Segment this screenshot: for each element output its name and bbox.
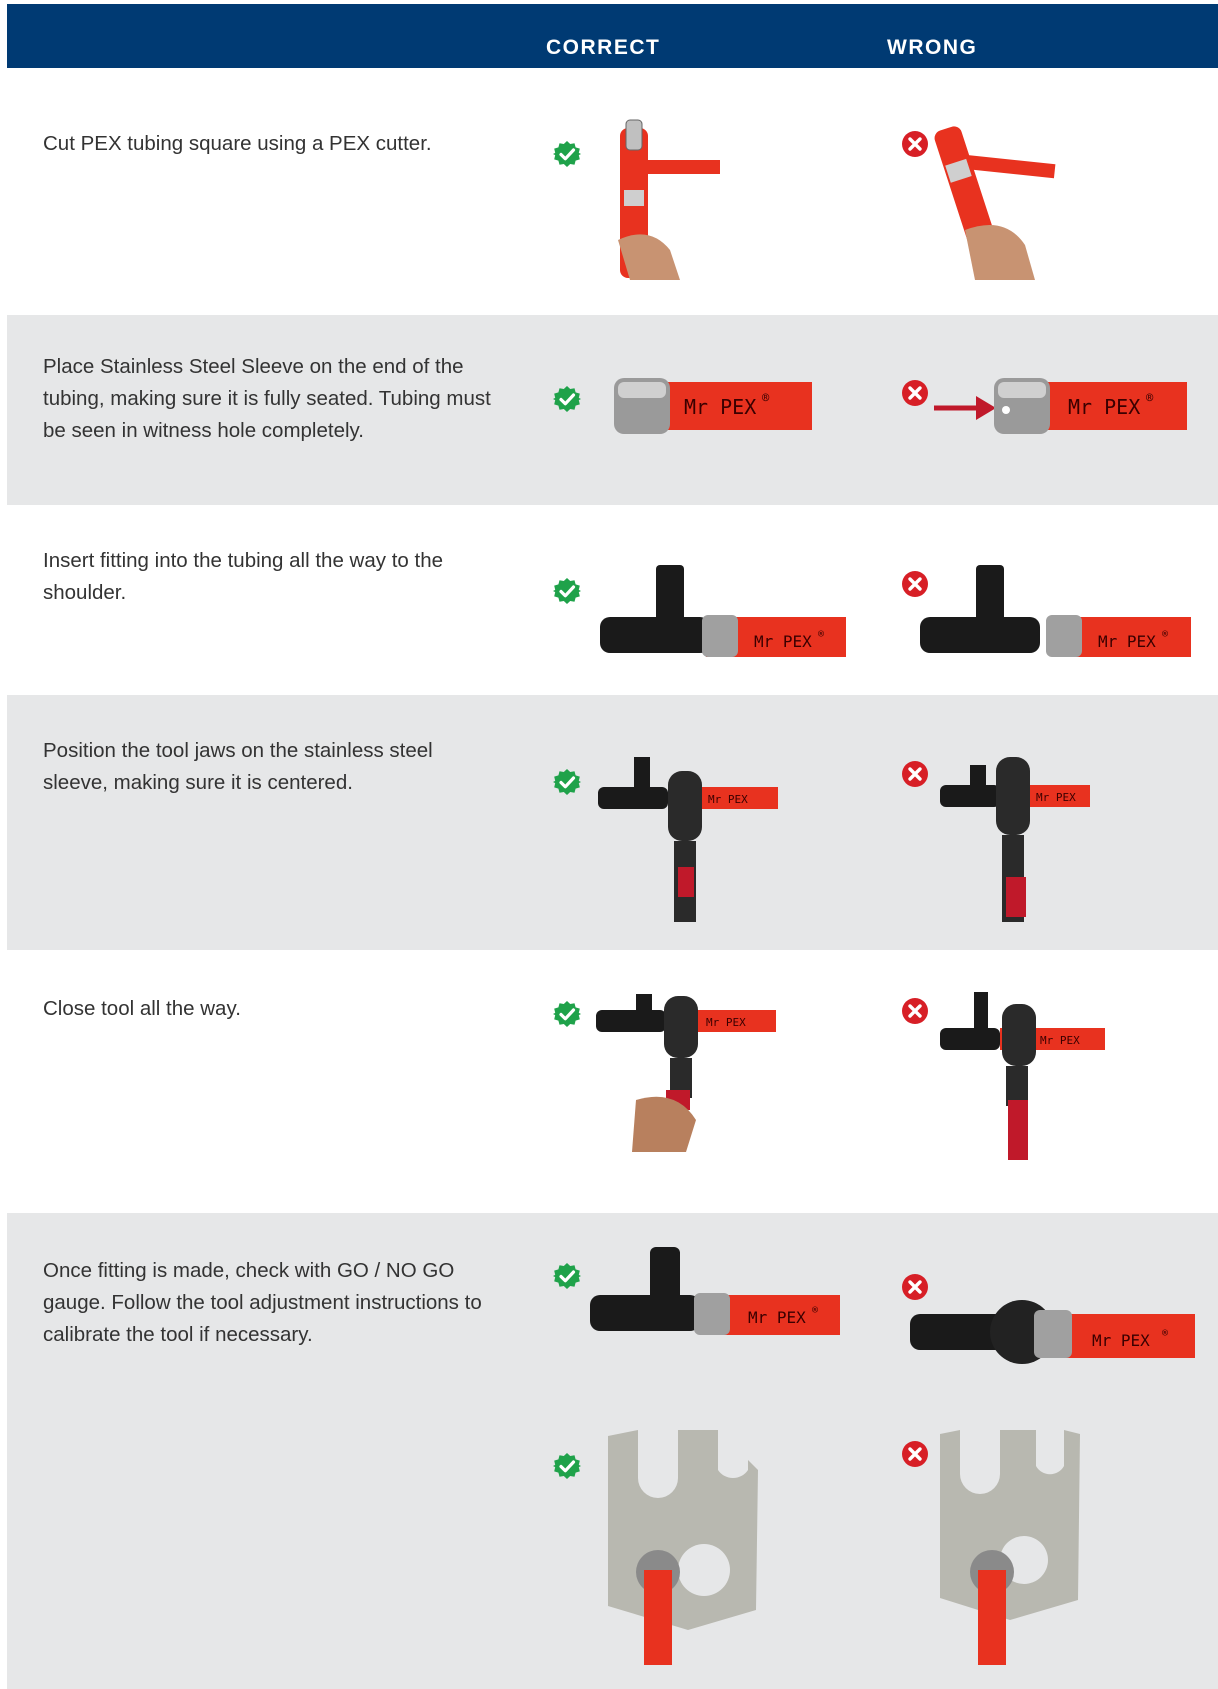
correct-column-header: CORRECT: [546, 36, 661, 59]
correct-check-icon: [553, 1452, 581, 1480]
photo-close-wrong: [940, 990, 1105, 1160]
pipe-marking: Mr PEX: [1092, 1331, 1150, 1350]
wrong-x-icon: [901, 760, 929, 788]
pipe-marking: Mr PEX: [1040, 1034, 1080, 1047]
photo-gauge-check-correct: [608, 1430, 758, 1665]
step-text-close: Close tool all the way.: [43, 997, 241, 1020]
step-text-insert: Insert fitting into the tubing all the way to the shoulder.: [43, 549, 443, 604]
correct-check-icon: [553, 140, 581, 168]
pipe-marking: Mr PEX: [684, 395, 757, 419]
pipe-marking-reg: ®: [1162, 629, 1169, 640]
photo-cutter-correct: [610, 120, 720, 280]
pipe-marking: Mr PEX: [1098, 632, 1156, 651]
photo-close-correct: [596, 990, 776, 1152]
pipe-marking: Mr PEX: [706, 1016, 746, 1029]
pipe-marking: Mr PEX: [1068, 395, 1141, 419]
step-text-gauge: Once fitting is made, check with GO / NO GO gauge. Follow the tool adjustment instructions to calibrate the tool if necessary.: [43, 1259, 482, 1346]
photo-sleeve-wrong: [932, 376, 1187, 436]
wrong-x-icon: [901, 379, 929, 407]
table-header: [7, 4, 1218, 68]
pipe-marking: Mr PEX: [748, 1308, 806, 1327]
photo-fitting-gauge-correct: [590, 1247, 840, 1342]
photo-fitting-gauge-wrong: [910, 1290, 1195, 1370]
photo-position-correct: [598, 757, 778, 922]
pipe-marking-reg: ®: [1146, 391, 1154, 405]
wrong-x-icon: [901, 997, 929, 1025]
wrong-column-header: WRONG: [887, 36, 978, 59]
pipe-marking-reg: ®: [1162, 1328, 1169, 1339]
photo-sleeve-correct: [612, 376, 812, 436]
pipe-marking: Mr PEX: [754, 632, 812, 651]
step-text-cut: Cut PEX tubing square using a PEX cutter.: [43, 132, 432, 155]
photo-cutter-wrong: [935, 120, 1055, 280]
correct-check-icon: [553, 1262, 581, 1290]
wrong-x-icon: [901, 1440, 929, 1468]
pipe-marking-reg: ®: [818, 629, 825, 640]
pipe-marking: Mr PEX: [708, 793, 748, 806]
photo-insert-wrong: [916, 565, 1191, 665]
correct-check-icon: [553, 1000, 581, 1028]
correct-check-icon: [553, 577, 581, 605]
step-text-sleeve: Place Stainless Steel Sleeve on the end of the tubing, making sure it is fully seated. Tubing must be seen in witness hole completely.: [43, 355, 491, 442]
correct-check-icon: [553, 385, 581, 413]
pipe-marking-reg: ®: [812, 1305, 819, 1316]
photo-position-wrong: [940, 757, 1090, 922]
pipe-marking-reg: ®: [762, 391, 770, 405]
correct-check-icon: [553, 768, 581, 796]
photo-insert-correct: [596, 565, 846, 665]
pipe-marking: Mr PEX: [1036, 791, 1076, 804]
photo-gauge-check-wrong: [940, 1430, 1080, 1665]
step-text-position: Position the tool jaws on the stainless steel sleeve, making sure it is centered.: [43, 739, 433, 794]
wrong-x-icon: [901, 130, 929, 158]
